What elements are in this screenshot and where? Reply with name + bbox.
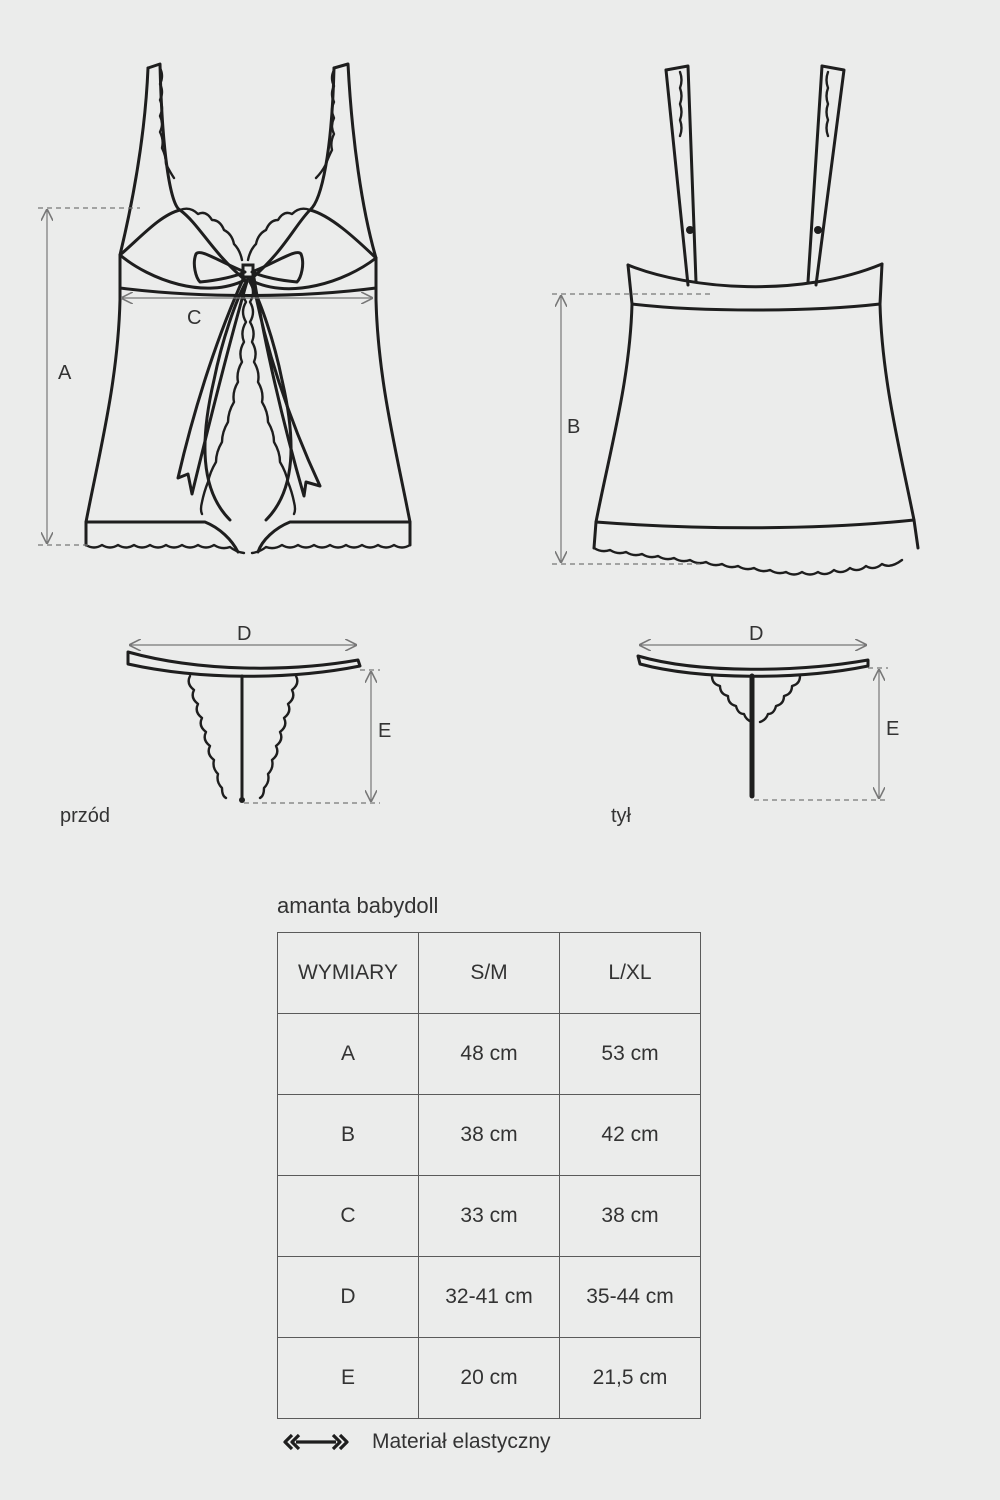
babydoll-back [594, 66, 918, 575]
label-c: C [187, 307, 202, 329]
table-cell: 53 cm [560, 1014, 701, 1095]
table-cell: A [278, 1014, 419, 1095]
table-cell: 21,5 cm [560, 1338, 701, 1419]
label-a: A [58, 362, 72, 384]
table-cell: 20 cm [419, 1338, 560, 1419]
thong-front [128, 652, 360, 803]
table-cell: 38 cm [560, 1176, 701, 1257]
view-label-back: tył [611, 805, 631, 827]
table-row [278, 1014, 701, 1095]
table-row [278, 1095, 701, 1176]
label-d-back: D [749, 623, 764, 645]
table-cell: 33 cm [419, 1176, 560, 1257]
table-title: amanta babydoll [277, 893, 439, 918]
size-table [277, 932, 701, 1419]
header-cell: WYMIARY [278, 933, 419, 1014]
table-cell: 48 cm [419, 1014, 560, 1095]
table-cell: 32-41 cm [419, 1257, 560, 1338]
table-cell: C [278, 1176, 419, 1257]
header-cell: S/M [419, 933, 560, 1014]
table-cell: B [278, 1095, 419, 1176]
view-label-front: przód [60, 805, 111, 827]
table-header-row [278, 933, 701, 1014]
table-row [278, 1257, 701, 1338]
thong-back [638, 656, 868, 796]
legend [282, 1430, 551, 1454]
label-e-back: E [886, 718, 900, 740]
table-cell: D [278, 1257, 419, 1338]
stretch-arrows-icon [282, 1432, 350, 1452]
table-row [278, 1338, 701, 1419]
table-cell: 38 cm [419, 1095, 560, 1176]
header-cell: L/XL [560, 933, 701, 1014]
label-d-front: D [237, 623, 252, 645]
label-e-front: E [378, 720, 392, 742]
table-cell: 42 cm [560, 1095, 701, 1176]
table-cell: E [278, 1338, 419, 1419]
table-row [278, 1176, 701, 1257]
label-b: B [567, 416, 581, 438]
table-cell: 35-44 cm [560, 1257, 701, 1338]
legend-label: Materiał elastyczny [372, 1430, 551, 1453]
babydoll-front [86, 64, 410, 553]
